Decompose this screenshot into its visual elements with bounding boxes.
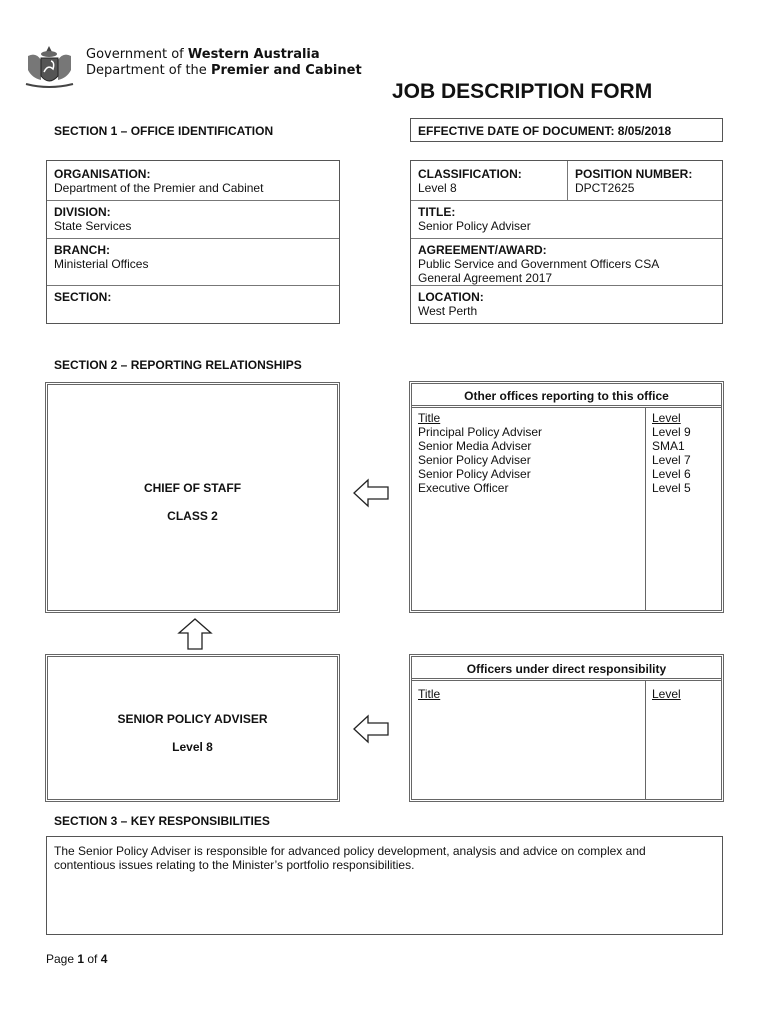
classification-value: Level 8 xyxy=(418,181,457,195)
section3-heading: SECTION 3 – KEY RESPONSIBILITIES xyxy=(54,814,270,828)
branch-value: Ministerial Offices xyxy=(54,257,149,271)
other-offices-col-title xyxy=(418,411,440,425)
position-box xyxy=(45,654,340,802)
direct-reports-col-title xyxy=(418,687,440,701)
table-row-level: Level 6 xyxy=(652,467,691,481)
direct-reports-header-divider xyxy=(412,678,721,681)
division-value: State Services xyxy=(54,219,132,233)
table-row-title: Senior Policy Adviser xyxy=(418,453,531,467)
department-line-prefix: Department of the xyxy=(86,63,211,78)
agreement-value-line2: General Agreement 2017 xyxy=(418,271,553,285)
position-level: Level 8 xyxy=(172,740,213,754)
department-line-bold: Premier and Cabinet xyxy=(210,63,362,78)
position-number-label: POSITION NUMBER: xyxy=(575,167,693,181)
manager-title: CHIEF OF STAFF xyxy=(143,481,242,495)
location-label: LOCATION: xyxy=(418,290,484,304)
table-row-title: Principal Policy Adviser xyxy=(418,425,543,439)
government-line-prefix: Government of xyxy=(86,47,188,62)
direct-reports-column-divider xyxy=(645,681,646,799)
col-level-text: Level xyxy=(652,411,681,425)
page-prefix: Page xyxy=(46,952,78,966)
agreement-value-line1: Public Service and Government Officers CSA xyxy=(418,257,660,271)
other-offices-table xyxy=(409,381,724,613)
other-offices-header-divider xyxy=(412,405,721,408)
section-row xyxy=(47,285,339,286)
agreement-label: AGREEMENT/AWARD: xyxy=(418,243,547,257)
page-current: 1 xyxy=(77,952,85,966)
left-arrow-icon xyxy=(352,478,390,508)
manager-class: CLASS 2 xyxy=(167,509,218,523)
direct-reports-heading: Officers under direct responsibility xyxy=(466,662,667,676)
form-title: JOB DESCRIPTION FORM xyxy=(392,80,653,103)
manager-box xyxy=(45,382,340,613)
classification-label: CLASSIFICATION: xyxy=(418,167,522,181)
left-arrow-icon xyxy=(352,714,390,744)
agreement-row xyxy=(411,238,722,239)
col-title-text: Title xyxy=(418,411,441,425)
direct-reports-table xyxy=(409,654,724,802)
branch-row xyxy=(47,238,339,239)
key-responsibilities-line2: contentious issues relating to the Minister’s portfolio responsibilities. xyxy=(54,858,415,872)
effective-date-box xyxy=(410,118,723,142)
position-number-value: DPCT2625 xyxy=(575,181,635,195)
other-offices-col-level xyxy=(652,411,681,425)
page-total: 4 xyxy=(100,952,108,966)
page-of: of xyxy=(84,952,101,966)
title-value: Senior Policy Adviser xyxy=(418,219,531,233)
office-identification-left-table xyxy=(46,160,340,324)
table-row-title: Senior Policy Adviser xyxy=(418,467,531,481)
section1-heading: SECTION 1 – OFFICE IDENTIFICATION xyxy=(54,124,274,138)
table-row-level: Level 7 xyxy=(652,453,691,467)
key-responsibilities-box xyxy=(46,836,723,935)
page-number xyxy=(46,952,107,966)
table-row-level: SMA1 xyxy=(652,439,685,453)
effective-date: EFFECTIVE DATE OF DOCUMENT: 8/05/2018 xyxy=(418,124,672,138)
key-responsibilities-line1: The Senior Policy Adviser is responsible for advanced policy development, analysis and advice on complex and xyxy=(54,844,646,858)
col-level-text: Level xyxy=(652,687,681,701)
col-title-text: Title xyxy=(418,687,441,701)
location-value: West Perth xyxy=(418,304,478,318)
classification-divider xyxy=(567,161,568,200)
up-arrow-icon xyxy=(177,617,213,651)
position-title: SENIOR POLICY ADVISER xyxy=(117,712,268,726)
table-row-level: Level 9 xyxy=(652,425,691,439)
wa-crest-logo xyxy=(22,42,77,92)
table-row-title: Executive Officer xyxy=(418,481,509,495)
branch-label: BRANCH: xyxy=(54,243,110,257)
section-label: SECTION: xyxy=(54,290,112,304)
division-row xyxy=(47,200,339,201)
office-identification-right-table xyxy=(410,160,723,324)
government-line xyxy=(86,47,320,62)
table-row-level: Level 5 xyxy=(652,481,691,495)
other-offices-column-divider xyxy=(645,408,646,610)
government-line-bold: Western Australia xyxy=(187,47,320,62)
department-line xyxy=(86,63,362,78)
other-offices-heading: Other offices reporting to this office xyxy=(464,389,669,403)
title-row xyxy=(411,200,722,201)
division-label: DIVISION: xyxy=(54,205,111,219)
section2-heading: SECTION 2 – REPORTING RELATIONSHIPS xyxy=(54,358,302,372)
location-row xyxy=(411,285,722,286)
organisation-value: Department of the Premier and Cabinet xyxy=(54,181,264,195)
organisation-label: ORGANISATION: xyxy=(54,167,151,181)
title-label: TITLE: xyxy=(418,205,456,219)
direct-reports-col-level xyxy=(652,687,681,701)
table-row-title: Senior Media Adviser xyxy=(418,439,532,453)
